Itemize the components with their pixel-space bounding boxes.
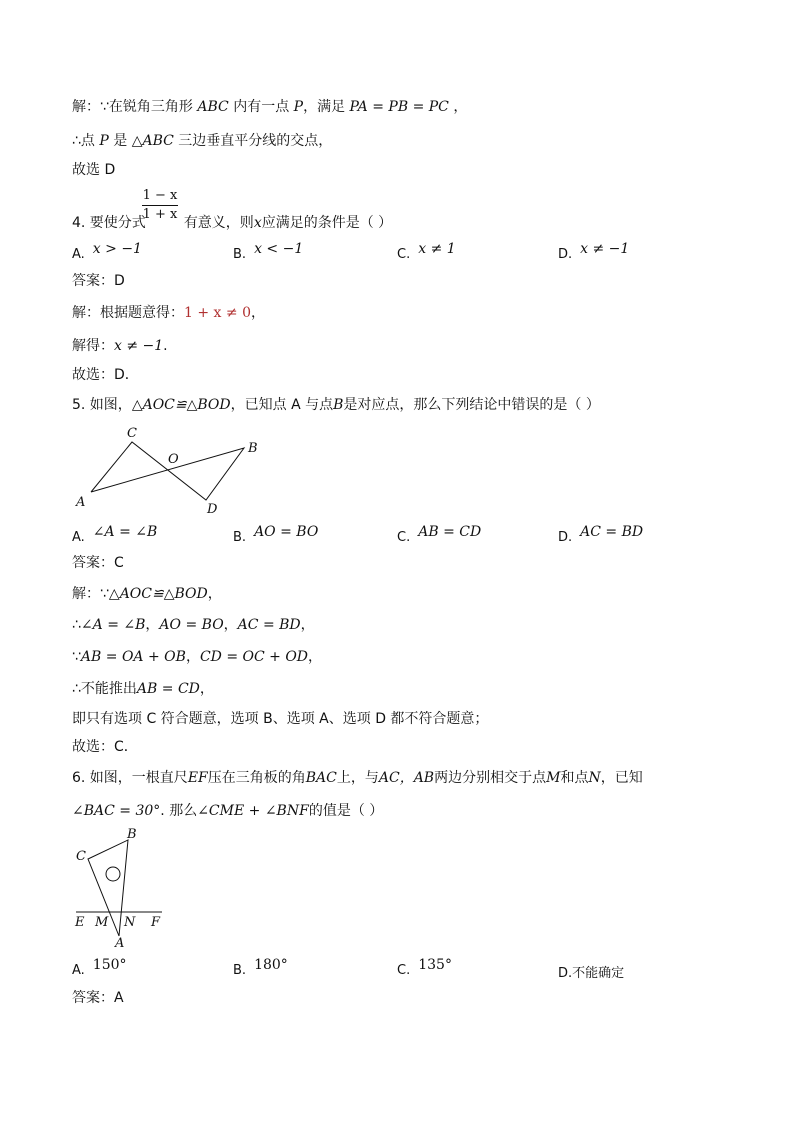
q4-stem: 4. 要使分式 有意义，则x应满足的条件是（ ）	[72, 215, 393, 231]
q5-solution-1: 解：∵△AOC≌△BOD，	[72, 586, 222, 602]
q5-choose: 故选：C．	[72, 739, 138, 755]
q6-figure	[72, 826, 182, 950]
q5-label-a: A	[76, 495, 86, 510]
q6-option-c[interactable]: C. 135°	[397, 957, 452, 978]
q5-label-c: C	[127, 426, 137, 441]
q6-stem-line-2: ∠BAC = 30°. 那么∠CME + ∠BNF的值是（ ）	[72, 803, 384, 819]
q5-figure-lines	[91, 442, 244, 500]
q4-fraction-bar	[142, 205, 178, 206]
q5-label-b: B	[248, 441, 258, 456]
q6-label-c: C	[76, 849, 86, 864]
q3-choose: 故选 D	[72, 162, 116, 178]
q6-stem-line-1: 6. 如图，一根直尺EF压在三角板的角BAC上，与AC，AB两边分别相交于点M和点N，已知	[72, 770, 643, 786]
q5-solution-4: ∴不能推出AB = CD，	[72, 681, 214, 697]
q5-answer: 答案：C	[72, 555, 124, 571]
q4-solution-1: 解：根据题意得：1 + x ≠ 0，	[72, 305, 265, 321]
q4-option-c[interactable]: C. x ≠ 1	[397, 241, 456, 262]
q5-label-o: O	[168, 452, 179, 467]
q3-solution-line-2: ∴点 P 是 △ABC 三边垂直平分线的交点，	[72, 133, 333, 149]
q5-figure	[72, 424, 272, 516]
q5-option-d[interactable]: D. AC = BD	[558, 524, 644, 545]
q6-label-n: N	[124, 915, 136, 930]
q5-solution-5: 即只有选项 C 符合题意，选项 B、选项 A、选项 D 都不符合题意；	[72, 711, 489, 727]
q5-stem: 5. 如图，△AOC≌△BOD，已知点 A 与点B是对应点，那么下列结论中错误的是（ ）	[72, 397, 600, 413]
q4-choose: 故选：D．	[72, 367, 139, 383]
q6-label-e: E	[75, 915, 85, 930]
q4-fraction-numerator: 1 − x	[142, 188, 178, 203]
q3-solution-line-1: 解：∵在锐角三角形 ABC 内有一点 P，满足 PA = PB = PC ，	[72, 99, 468, 115]
q6-label-a: A	[115, 936, 125, 950]
q5-option-c[interactable]: C. AB = CD	[397, 524, 482, 545]
q6-answer: 答案：A	[72, 990, 124, 1006]
q5-solution-3: ∵AB = OA + OB，CD = OC + OD，	[72, 649, 323, 665]
q5-solution-2: ∴∠A = ∠B，AO = BO，AC = BD，	[72, 617, 315, 633]
q6-label-f: F	[151, 915, 161, 930]
q4-option-a[interactable]: A. x > −1	[72, 241, 142, 262]
q4-answer: 答案：D	[72, 273, 125, 289]
q6-triangle-hole	[106, 867, 120, 881]
q5-option-b[interactable]: B. AO = BO	[233, 524, 319, 545]
q4-fraction-denominator: 1 + x	[142, 207, 178, 222]
q6-option-d[interactable]: D.不能确定	[558, 966, 625, 981]
q4-option-d[interactable]: D. x ≠ −1	[558, 241, 630, 262]
q6-label-m: M	[95, 915, 109, 930]
q4-solution-2: 解得：x ≠ −1.	[72, 338, 168, 354]
q4-option-b[interactable]: B. x < −1	[233, 241, 304, 262]
q6-label-b: B	[127, 827, 137, 842]
q6-option-a[interactable]: A. 150°	[72, 957, 127, 978]
q6-option-b[interactable]: B. 180°	[233, 957, 288, 978]
q5-label-d: D	[207, 502, 218, 516]
q5-option-a[interactable]: A. ∠A = ∠B	[72, 524, 158, 545]
